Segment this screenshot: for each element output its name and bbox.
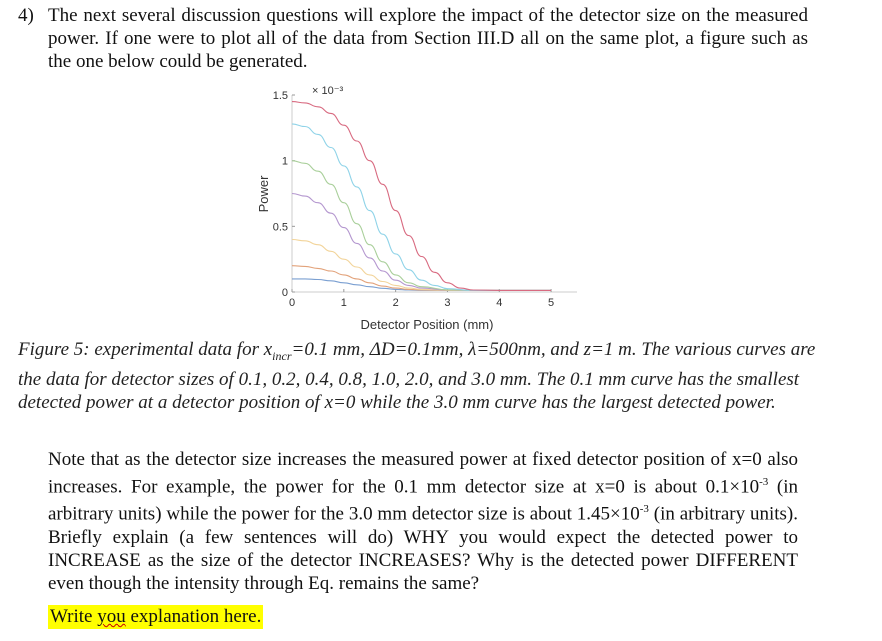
question-number: 4) [18,5,34,26]
x-tick-label: 0 [288,297,296,309]
x-tick-label: 5 [548,297,555,309]
x-tick-label: 2 [392,297,399,309]
chart-svg [240,82,600,342]
note-paragraph [48,448,798,595]
x-axis-label: Detector Position (mm) [360,317,494,332]
x-tick-label: 3 [444,297,451,309]
y-tick-label: 0 [281,287,288,299]
note-text-1: Note that as the detector size increases the measured power at fixed detector position of x=0 also increases. For example, the power for the 0.1 mm detector size at x=0 is about 0.1×10 [48,449,798,498]
caption-subscript: incr [272,348,292,363]
note-exponent-2: -3 [639,503,649,516]
misspelled-word: you [97,606,126,627]
answer-text-post: explanation here. [125,606,262,627]
caption-text-1: Figure 5: experimental data for x [18,339,273,360]
answer-text-pre: Write [50,606,98,627]
detector-power-chart [240,82,600,342]
note-text-3: (in arbitrary units). Briefly explain (a few sentences will do) WHY you would expect the detected power to INCREASE as the size of the detector INCREASES? Why is the detected power DIFFERENT even though the intensity through Eq. remains the same? [48,503,798,594]
caption-text-2: =0.1 mm, ΔD=0.1mm, λ=500nm, and z=1 m. The various curves are the data for detector sizes of 0.1, 0.2, 0.4, 0.8, 1.0, 2.0, and 3.0 mm. The 0.1 mm curve has the smallest detected power at a detector position of x=0 while the 3.0 mm curve has the largest detected power. [18,339,816,413]
answer-placeholder[interactable] [48,605,263,629]
series-line [292,102,551,291]
series-line [292,194,551,291]
question-text: The next several discussion questions will explore the impact of the detector size on the measured power. If one were to plot all of the data from Section III.D all on the same plot, a figure such as the one below could be generated. [48,5,808,72]
y-axis-label: Power [256,175,271,213]
series-line [292,240,551,291]
y-tick-label: 0.5 [272,221,288,234]
plot-area [273,90,577,309]
x-tick-label: 4 [496,297,503,309]
figure-caption [18,338,818,414]
series-line [292,124,551,291]
y-tick-label: 1 [281,155,288,168]
note-text-2: (in arbitrary units) while the power for the 3.0 mm detector size is about 1.45×10 [48,476,798,525]
y-tick-label: 1.5 [272,90,288,102]
note-exponent-1: -3 [759,476,769,488]
x-tick-label: 1 [340,297,347,309]
exponent-label: × 10⁻³ [312,85,344,97]
